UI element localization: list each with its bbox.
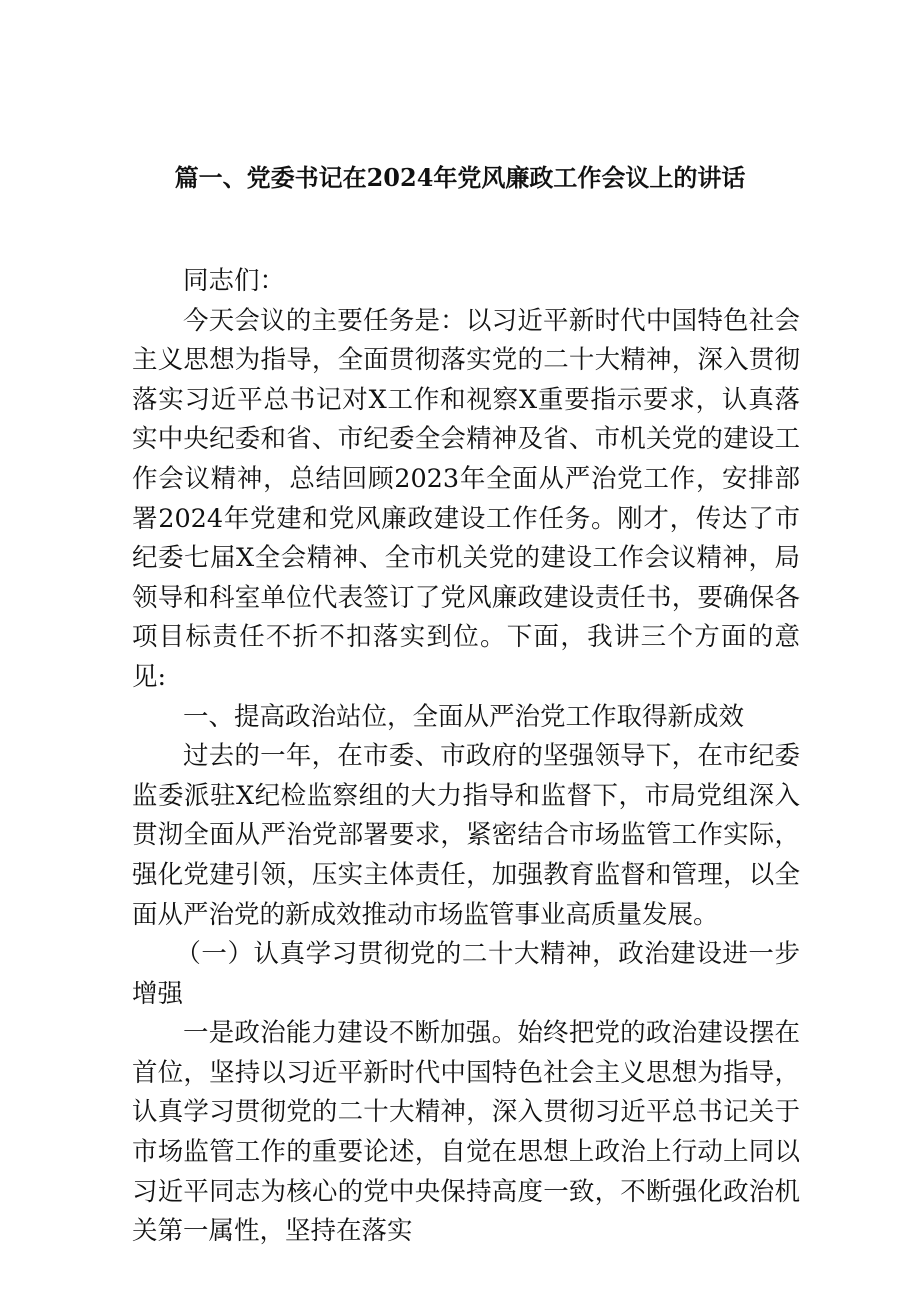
document-body [132,262,800,1252]
document-title: 篇一、党委书记在2024年党风廉政工作会议上的讲话 [174,163,746,192]
intro-paragraph: 今天会议的主要任务是：以习近平新时代中国特色社会主义思想为指导，全面贯彻落实党的二十大精神，深入贯彻落实习近平总书记对X工作和视察X重要指示要求，认真落实中央纪委和省、市纪委全会精神及省、市机关党的建设工作会议精神，总结回顾2023年全面从严治党工作，安排部署2024年党建和党风廉政建设工作任务。刚才，传达了市纪委七届X全会精神、全市机关党的建设工作会议精神，局领导和科室单位代表签订了党风廉政建设责任书，要确保各项目标责任不折不扣落实到位。下面，我讲三个方面的意见: [132,305,800,692]
section-1-paragraph: 过去的一年，在市委、市政府的坚强领导下，在市纪委监委派驻X纪检监察组的大力指导和监督下，市局党组深入贯沏全面从严治党部署要求，紧密结合市场监管工作实际，强化党建引领，压实主体责任，加强教育监督和管理，以全面从严治党的新成效推动市场监管事业高质量发展。 [132,741,800,930]
salutation-paragraph: 同志们： [183,266,286,296]
section-heading-1: 一、提高政治站位，全面从严治党工作取得新成效 [183,701,745,732]
subsection-1-paragraph: 一是政治能力建设不断加强。始终把党的政治建设摆在首位，坚持以习近平新时代中国特色社会主义思想为指导，认真学习贯彻党的二十大精神，深入贯彻习近平总书记关于市场监管工作的重要论述，自觉在思想上政治上行动上同以习近平同志为核心的党中央保持高度一致，不断强化政治机关第一属性，坚持在落实 [132,1018,800,1247]
subsection-heading-1: （一）认真学习贯彻党的二十大精神，政治建设进一步增强 [132,939,800,1009]
